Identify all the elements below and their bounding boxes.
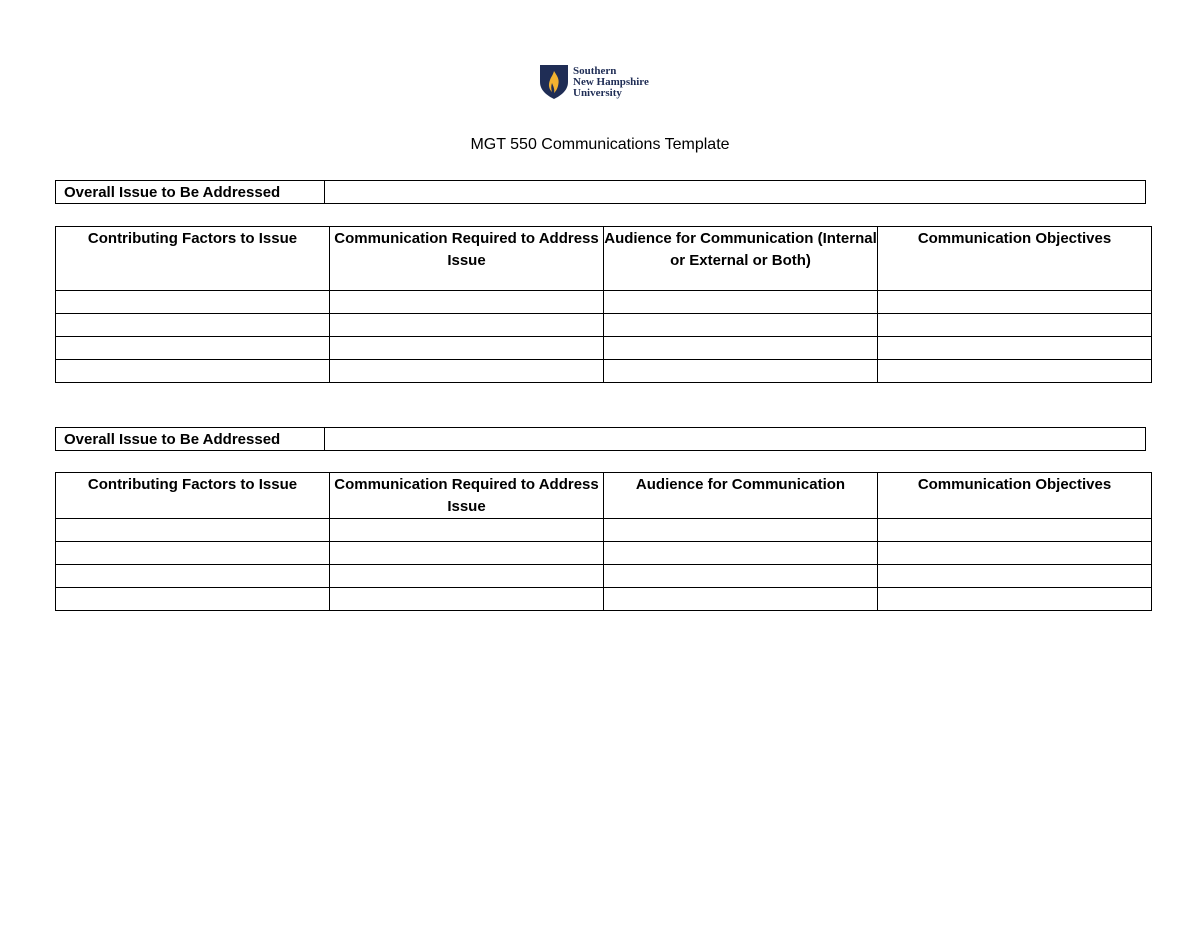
table-cell[interactable] [604, 519, 878, 542]
table-cell[interactable] [878, 588, 1152, 611]
overall-issue-field[interactable] [325, 428, 1146, 451]
table-cell[interactable] [56, 565, 330, 588]
logo-wordmark [573, 66, 649, 99]
table-cell[interactable] [56, 314, 330, 337]
overall-issue-field[interactable] [325, 181, 1146, 204]
table-cell[interactable] [330, 291, 604, 314]
table-row [56, 588, 1152, 611]
table-cell[interactable] [330, 314, 604, 337]
table-cell[interactable] [330, 588, 604, 611]
table-cell[interactable] [330, 542, 604, 565]
header-communication-required: Communication Required to Address Issue [330, 227, 604, 291]
page-title: MGT 550 Communications Template [470, 136, 730, 153]
table-cell[interactable] [604, 565, 878, 588]
table-cell[interactable] [604, 291, 878, 314]
table-row [56, 337, 1152, 360]
table-cell[interactable] [878, 337, 1152, 360]
table-cell[interactable] [878, 291, 1152, 314]
table-cell[interactable] [604, 314, 878, 337]
table-cell[interactable] [330, 360, 604, 383]
header-contributing-factors: Contributing Factors to Issue [56, 227, 330, 291]
table-row [56, 519, 1152, 542]
table-cell[interactable] [878, 519, 1152, 542]
table-cell[interactable] [604, 588, 878, 611]
table-cell[interactable] [56, 542, 330, 565]
table-cell[interactable] [330, 337, 604, 360]
table-row [56, 360, 1152, 383]
table-cell[interactable] [330, 565, 604, 588]
table-row [56, 542, 1152, 565]
table-cell[interactable] [330, 519, 604, 542]
overall-issue-label: Overall Issue to Be Addressed [56, 428, 325, 451]
table-cell[interactable] [56, 519, 330, 542]
table-row [56, 291, 1152, 314]
communications-table [55, 226, 1152, 383]
overall-issue-table [55, 427, 1146, 451]
header-objectives: Communication Objectives [878, 473, 1152, 519]
overall-issue-table [55, 180, 1146, 204]
logo-line-1: Southern [573, 64, 617, 77]
table-cell[interactable] [56, 337, 330, 360]
table-cell[interactable] [878, 360, 1152, 383]
table-cell[interactable] [878, 565, 1152, 588]
overall-issue-label: Overall Issue to Be Addressed [56, 181, 325, 204]
logo-line-2: New Hampshire [573, 75, 649, 88]
shield-flame-icon [539, 64, 569, 100]
table-cell[interactable] [604, 337, 878, 360]
table-cell[interactable] [56, 291, 330, 314]
header-contributing-factors: Contributing Factors to Issue [56, 473, 330, 519]
logo-line-3: University [573, 86, 622, 99]
table-cell[interactable] [56, 588, 330, 611]
table-cell[interactable] [604, 360, 878, 383]
table-cell[interactable] [878, 542, 1152, 565]
header-audience: Audience for Communication (Internal or External or Both) [604, 227, 878, 291]
table-row [56, 565, 1152, 588]
university-logo [539, 64, 649, 100]
table-cell[interactable] [56, 360, 330, 383]
table-cell[interactable] [878, 314, 1152, 337]
table-row [56, 314, 1152, 337]
header-objectives: Communication Objectives [878, 227, 1152, 291]
header-audience: Audience for Communication [604, 473, 878, 519]
communications-table [55, 472, 1152, 611]
table-cell[interactable] [604, 542, 878, 565]
header-communication-required: Communication Required to Address Issue [330, 473, 604, 519]
